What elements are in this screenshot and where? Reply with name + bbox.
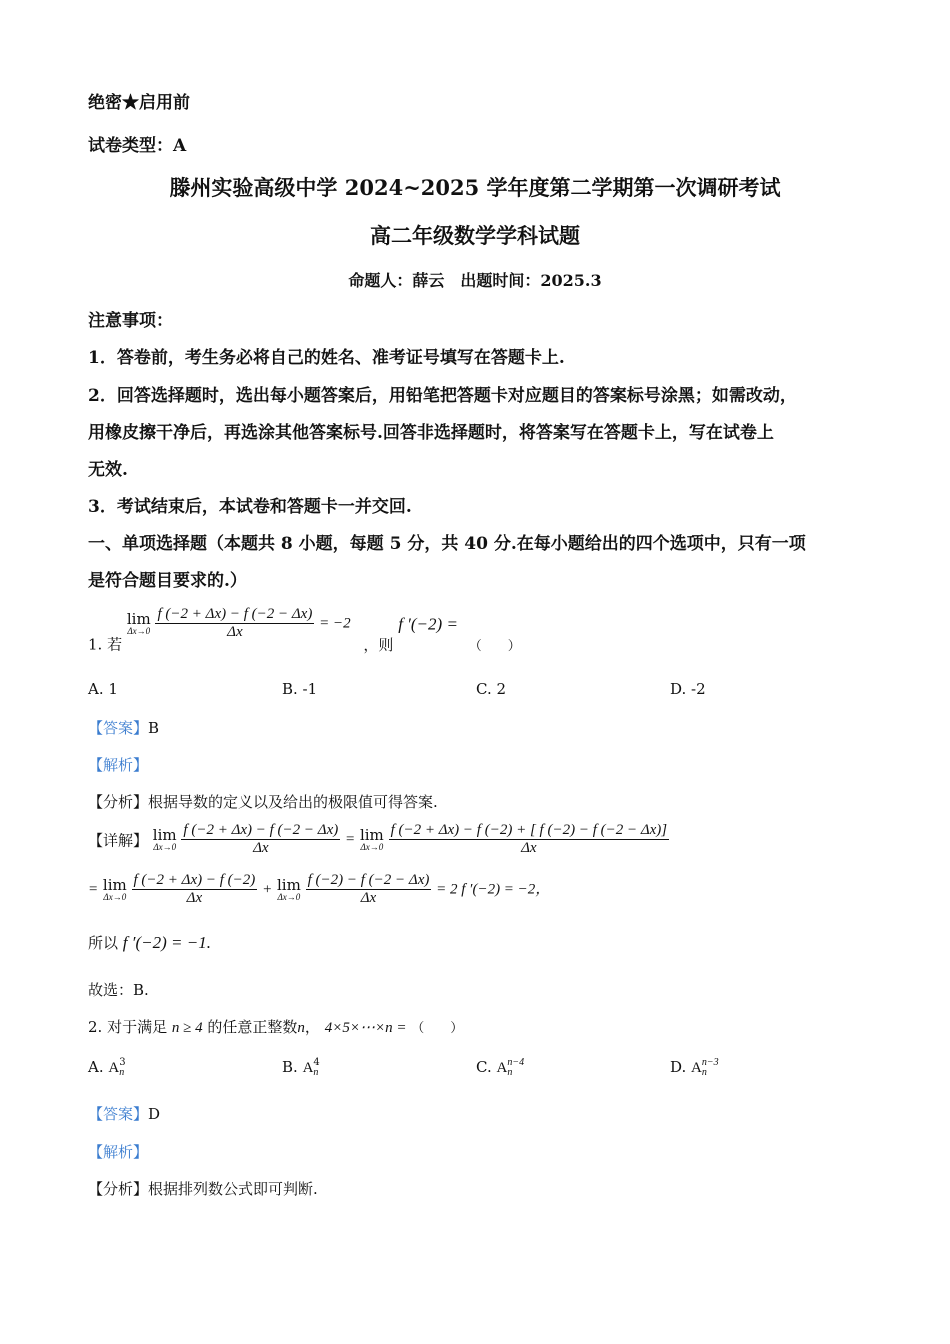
q2-answer: D (148, 1105, 161, 1123)
q1-option-d: D. -2 (670, 680, 706, 698)
q1-lim-word: lim (102, 875, 127, 894)
q2-option-a-sup: 3 (119, 1057, 126, 1068)
author-line: 命题人：薛云 出题时间：2025.3 (348, 271, 602, 290)
q1-option-c: C. 2 (476, 680, 507, 698)
q1-detail-den-2: Δx (521, 840, 537, 856)
q2-answer-line (88, 1103, 160, 1124)
q2-stem (88, 1016, 463, 1037)
paper-type: 试卷类型：A (88, 136, 187, 156)
q1-fraction (155, 606, 314, 641)
q2-option-c-sub: n (507, 1067, 513, 1078)
q1-numerator: f (−2 + Δx) − f (−2 − Δx) (157, 606, 313, 622)
q1-stem (88, 606, 521, 655)
q1-lim-sub: Δx→0 (103, 891, 127, 902)
q1-option-a: A. 1 (88, 680, 118, 698)
q1-so-math: f ′(−2) = −1. (122, 933, 211, 952)
q2-option-c-letter: A (496, 1060, 508, 1076)
q1-conclusion: 故选：B. (88, 981, 149, 999)
q2-jiexi-label: 【解析】 (88, 1143, 149, 1161)
q1-paren: （ ） (468, 638, 521, 654)
q1-detail-eq-1: = (345, 831, 356, 848)
q2-option-b-sup: 4 (313, 1057, 320, 1068)
section-heading-line-2: 是符合题目要求的.） (88, 571, 247, 591)
q2-option-b-letter: A (302, 1060, 314, 1076)
q2-analysis-text: 根据排列数公式即可判断. (148, 1180, 318, 1198)
q1-detail-lim-2 (359, 825, 384, 852)
q2-option-a-sub: n (119, 1067, 125, 1078)
q1-detail-den-1: Δx (253, 840, 269, 856)
q1-detail-num-3: f (−2 + Δx) − f (−2) (133, 872, 256, 888)
q2-stem-paren: （ ） (411, 1021, 464, 1036)
q2-option-a-label: A. (88, 1058, 104, 1076)
q1-lim-word: lim (126, 609, 151, 628)
q1-lim-word: lim (276, 875, 301, 894)
q1-detail-label: 【详解】 (88, 831, 149, 850)
q2-option-c-label: C. (476, 1058, 492, 1076)
q2-option-c (476, 1058, 524, 1078)
q1-so-label: 所以 (88, 934, 119, 952)
q1-detail-num-4: f (−2) − f (−2 − Δx) (307, 872, 430, 888)
q1-detail-lim-3 (102, 875, 127, 902)
q1-answer: B (148, 719, 160, 737)
q2-stem-c: ， (304, 1018, 320, 1036)
q1-detail-line-2 (88, 872, 550, 907)
q1-lim-word: lim (359, 825, 384, 844)
note-2-line-2: 用橡皮擦干净后，再选涂其他答案标号.回答非选择题时，将答案写在答题卡上，写在试卷上 (88, 423, 774, 443)
q2-option-d-letter: A (691, 1060, 702, 1076)
q2-option-a-letter: A (108, 1060, 120, 1076)
q1-detail-den-3: Δx (186, 890, 203, 906)
q1-so-line (88, 932, 211, 953)
q2-stem-cond: n ≥ 4 (171, 1020, 203, 1036)
q1-then: ，则 (363, 635, 394, 654)
exam-title: 滕州实验高级中学 2024~2025 学年度第二学期第一次调研考试 (169, 175, 781, 200)
q2-stem-b: 的任意正整数 (207, 1018, 298, 1036)
secret-mark: 绝密★启用前 (88, 93, 190, 113)
q1-detail-lim-1 (152, 825, 177, 852)
q2-option-d-sub: n (701, 1067, 707, 1078)
q1-detail-plus: + (262, 881, 273, 898)
q1-ask: f ′(−2) = (398, 614, 458, 634)
note-2-line-3: 无效. (88, 460, 128, 480)
q2-option-b-label: B. (282, 1058, 298, 1076)
notes-heading: 注意事项： (88, 311, 173, 331)
q2-analysis-label: 【分析】 (88, 1180, 149, 1198)
q1-detail-fraction-1 (181, 822, 340, 857)
q2-option-c-sup: n−4 (507, 1057, 525, 1068)
q1-answer-label: 【答案】 (88, 719, 149, 737)
note-1: 1．答卷前，考生务必将自己的姓名、准考证号填写在答题卡上. (88, 348, 565, 368)
q1-lim-sub: Δx→0 (277, 891, 301, 902)
exam-subtitle: 高二年级数学学科试题 (370, 223, 580, 248)
q2-stem-a: 2. 对于满足 (88, 1018, 168, 1036)
q1-detail-num-2: f (−2 + Δx) − f (−2) + [ f (−2) − f (−2 − Δx)] (390, 822, 668, 838)
q2-option-b-sub: n (313, 1067, 319, 1078)
q1-analysis-text: 根据导数的定义以及给出的极限值可得答案. (148, 793, 438, 811)
q1-option-b: B. -1 (282, 680, 318, 698)
note-2-line-1: 2．回答选择题时，选出每小题答案后，用铅笔把答题卡对应题目的答案标号涂黑；如需改动， (88, 386, 797, 406)
q1-detail-den-4: Δx (360, 890, 377, 906)
q1-detail-fraction-2 (389, 822, 670, 857)
q1-detail-eq-2: = (88, 881, 99, 898)
q1-lim-sub: Δx→0 (360, 841, 384, 852)
q1-detail-fraction-4 (306, 872, 432, 907)
q2-stem-expr: 4×5×⋯×n = (324, 1020, 407, 1036)
q1-detail-num-1: f (−2 + Δx) − f (−2 − Δx) (183, 822, 339, 838)
q1-detail-fraction-3 (132, 872, 258, 907)
q2-option-d (670, 1058, 719, 1078)
q1-jiexi-label: 【解析】 (88, 756, 149, 774)
q2-option-d-label: D. (670, 1058, 687, 1076)
q2-analysis (88, 1178, 318, 1199)
q1-analysis (88, 791, 438, 812)
q2-stem-n: n (297, 1020, 305, 1036)
q1-rhs: = −2 (319, 615, 351, 632)
q1-analysis-label: 【分析】 (88, 793, 149, 811)
q2-option-b (282, 1058, 320, 1078)
note-3: 3．考试结束后，本试卷和答题卡一并交回. (88, 497, 412, 517)
q1-detail-line-1 (88, 822, 669, 857)
q2-option-d-sup: n−3 (701, 1057, 719, 1068)
q1-lim-sub: Δx→0 (153, 841, 177, 852)
q1-limit (126, 609, 151, 636)
q1-prefix: 1. 若 (88, 635, 123, 654)
q2-answer-label: 【答案】 (88, 1105, 149, 1123)
q1-lim-word: lim (152, 825, 177, 844)
q1-denominator: Δx (227, 624, 243, 640)
q1-detail-result: = 2 f ′(−2) = −2， (436, 881, 551, 898)
section-heading-line-1: 一、单项选择题（本题共 8 小题，每题 5 分，共 40 分.在每小题给出的四个选项中，只有一项 (88, 534, 806, 554)
q1-answer-line (88, 717, 159, 738)
q1-detail-lim-4 (276, 875, 301, 902)
q1-lim-sub: Δx→0 (127, 625, 151, 636)
q2-option-a (88, 1058, 126, 1078)
